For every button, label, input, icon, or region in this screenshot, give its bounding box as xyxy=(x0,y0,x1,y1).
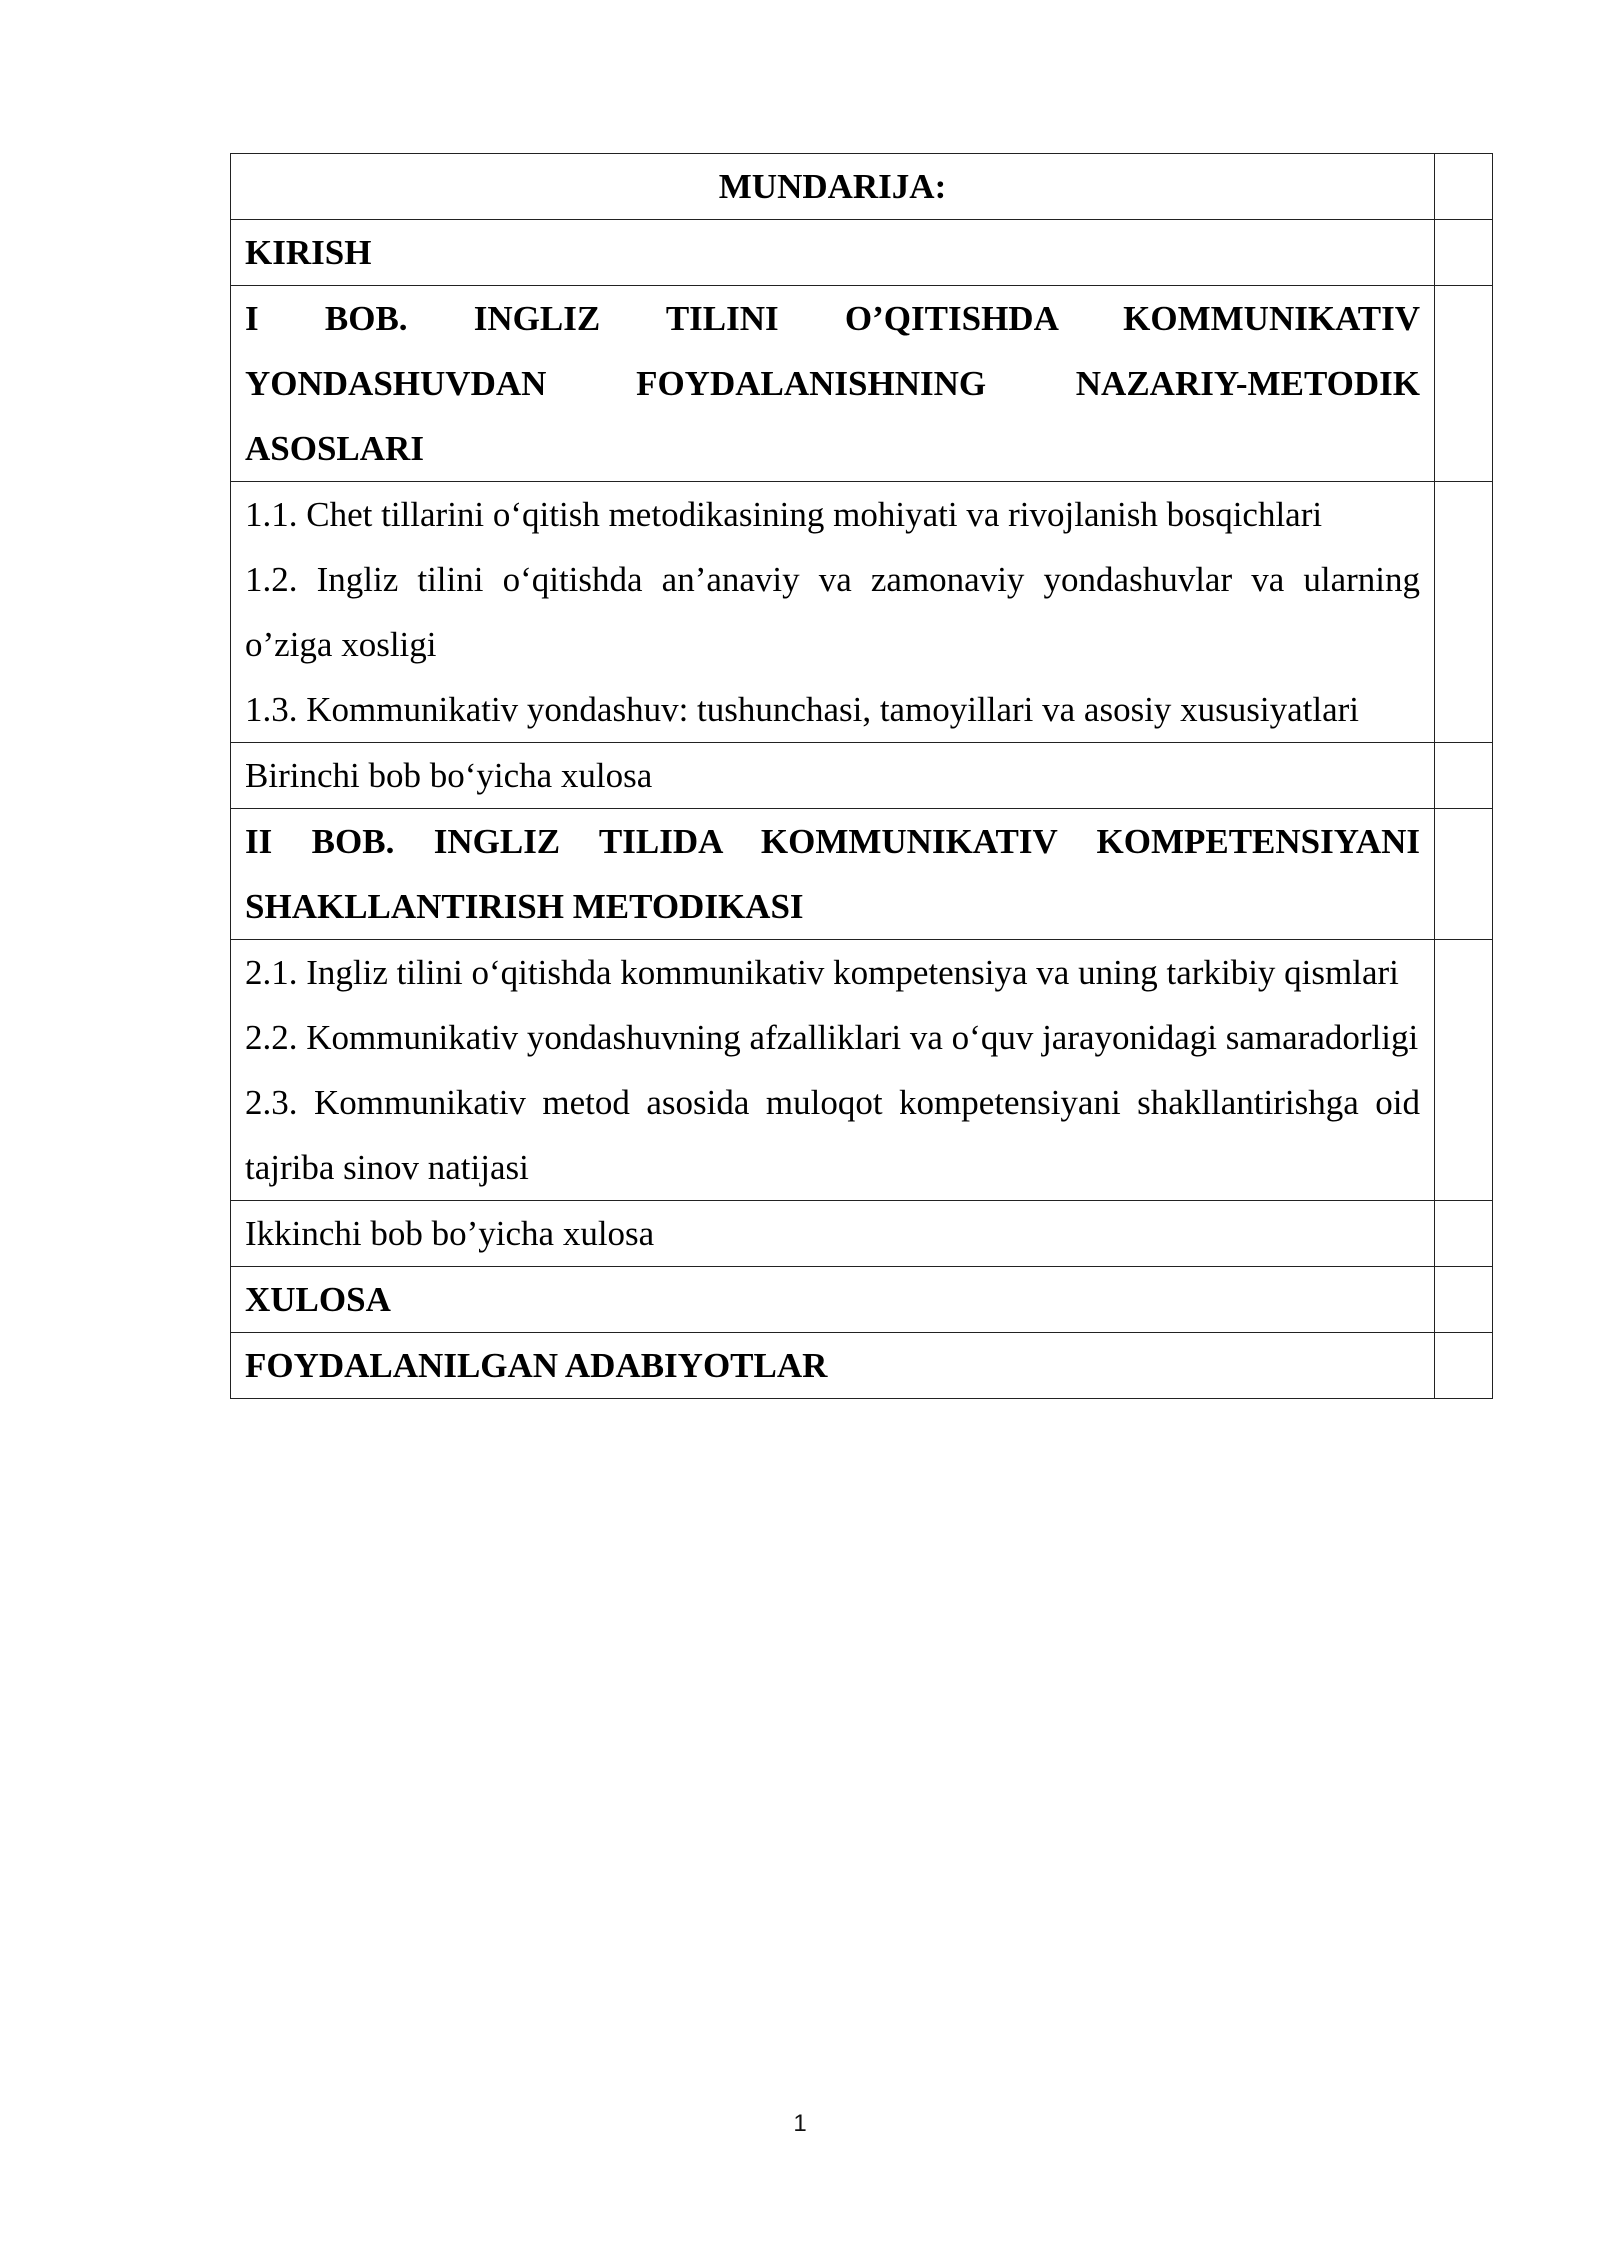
toc-title: MUNDARIJA: xyxy=(718,167,947,206)
toc-text-cell xyxy=(231,743,1435,809)
toc-page-cell xyxy=(1435,1333,1493,1399)
toc-text-cell xyxy=(231,940,1435,1201)
toc-entry-intro[interactable]: KIRISH xyxy=(245,233,372,272)
toc-entry-references[interactable]: FOYDALANILGAN ADABIYOTLAR xyxy=(245,1346,828,1385)
toc-row-chapter1-sections xyxy=(231,482,1493,743)
toc-text-cell xyxy=(231,220,1435,286)
toc-entry-section-2-1[interactable]: 2.1. Ingliz tilini o‘qitishda kommunikativ kompetensiya va uning tarkibiy qismlari xyxy=(245,953,1399,992)
toc-page-cell xyxy=(1435,286,1493,482)
toc-entry-chapter1-heading[interactable]: I BOB. INGLIZ TILINI O’QITISHDA KOMMUNIKATIV YONDASHUVDAN FOYDALANISHNING NAZARIY-METODIK ASOSLARI xyxy=(245,299,1420,468)
toc-text-cell xyxy=(231,1267,1435,1333)
toc-entry-section-1-3[interactable]: 1.3. Kommunikativ yondashuv: tushunchasi, tamoyillari va asosiy xususiyatlari xyxy=(245,690,1360,729)
toc-text-cell xyxy=(231,482,1435,743)
toc-entry-section-1-2[interactable]: 1.2. Ingliz tilini o‘qitishda an’anaviy va zamonaviy yondashuvlar va ularning o’ziga xosligi xyxy=(245,560,1420,664)
toc-row-chapter2-conclusion xyxy=(231,1201,1493,1267)
toc-text-cell xyxy=(231,1201,1435,1267)
toc-entry-section-1-1[interactable]: 1.1. Chet tillarini o‘qitish metodikasining mohiyati va rivojlanish bosqichlari xyxy=(245,495,1323,534)
toc-title-cell xyxy=(231,154,1435,220)
toc-row-final-conclusion xyxy=(231,1267,1493,1333)
toc-page-cell xyxy=(1435,809,1493,940)
toc-row-chapter2-sections xyxy=(231,940,1493,1201)
toc-row-chapter1-conclusion xyxy=(231,743,1493,809)
toc-entry-chapter1-conclusion[interactable]: Birinchi bob bo‘yicha xulosa xyxy=(245,756,653,795)
toc-page-cell xyxy=(1435,482,1493,743)
toc-page-cell xyxy=(1435,1201,1493,1267)
toc-entry-section-2-3[interactable]: 2.3. Kommunikativ metod asosida muloqot kompetensiyani shakllantirishga oid tajriba sinov natijasi xyxy=(245,1083,1420,1187)
toc-entry-final-conclusion[interactable]: XULOSA xyxy=(245,1280,391,1319)
toc-row-intro xyxy=(231,220,1493,286)
table-of-contents xyxy=(230,153,1493,1399)
toc-text-cell xyxy=(231,809,1435,940)
page-number: 1 xyxy=(793,2110,807,2137)
toc-page-cell xyxy=(1435,743,1493,809)
toc-row-chapter1-heading xyxy=(231,286,1493,482)
toc-entry-section-2-2[interactable]: 2.2. Kommunikativ yondashuvning afzalliklari va o‘quv jarayonidagi samaradorligi xyxy=(245,1018,1419,1057)
toc-page-cell xyxy=(1435,940,1493,1201)
toc-text-cell xyxy=(231,1333,1435,1399)
toc-text-cell xyxy=(231,286,1435,482)
toc-title-row xyxy=(231,154,1493,220)
toc-entry-chapter2-conclusion[interactable]: Ikkinchi bob bo’yicha xulosa xyxy=(245,1214,655,1253)
toc-page-cell xyxy=(1435,1267,1493,1333)
toc-page-cell xyxy=(1435,154,1493,220)
toc-row-chapter2-heading xyxy=(231,809,1493,940)
toc-entry-chapter2-heading[interactable]: II BOB. INGLIZ TILIDA KOMMUNIKATIV KOMPETENSIYANI SHAKLLANTIRISH METODIKASI xyxy=(245,822,1420,926)
toc-row-references xyxy=(231,1333,1493,1399)
toc-page-cell xyxy=(1435,220,1493,286)
